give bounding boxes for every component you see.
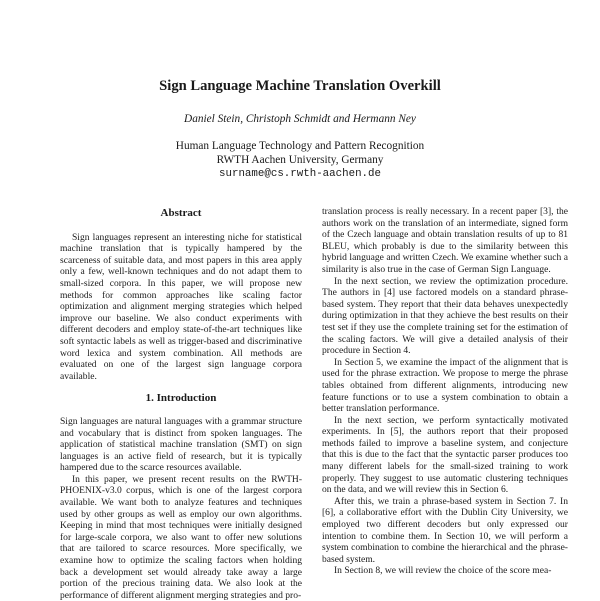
body-paragraph-6: In Section 8, we will review the choice of the score mea- xyxy=(334,565,552,577)
intro-paragraph-2: In this paper, we present recent results on the RWTH-PHOENIX-v3.0 corpus, which is one of the largest corpora available. We want both to analyze features and techniques used by other groups as well as employ our own algorithms. Keeping in mind that most techniques were initially designed for large-scale corpora, we also want to offer new solutions that are tailored to scarce resources. More specifically, we examine how to optimize the scaling factors when holding back a development set would already take away a large portion of the precious training data. We also look at the performance of different alignment merging strategies and pro- xyxy=(60,473,302,601)
intro-paragraph-1: Sign languages are natural languages with a grammar structure and vocabulary that is distinct from spoken languages. The application of statistical machine translation (SMT) on sign languages is an active field of research, but it is typically hampered due to the scarce resources available. xyxy=(60,415,302,474)
body-paragraph-2: In the next section, we review the optimization procedure. The authors in [4] use factored models on a standard phrase-based system. They report that their data behaves unexpectedly during optimization in that they achieve the best results on their test set if they use the complete training set for the estimation of the scaling factors. We will give a detailed analysis of their procedure in Section 4. xyxy=(322,275,568,357)
affiliation-group: Human Language Technology and Pattern Recognition xyxy=(175,140,425,152)
left-column xyxy=(60,206,302,601)
paper-title: Sign Language Machine Translation Overkill xyxy=(159,78,441,94)
body-paragraph-3: In Section 5, we examine the impact of the alignment that is used for the phrase extraction. We propose to merge the phrase tables obtained from different alignments, introducing new feature functions or to use a system combination to obtain a better translation performance. xyxy=(322,356,568,415)
introduction-heading: 1. Introduction xyxy=(145,392,217,405)
body-paragraph-4: In the next section, we perform syntactically motivated experiments. In [5], the authors report that their proposed methods failed to improve a baseline system, and conjecture that this is due to the fact that the syntactic parser produces too many different labels for the small-sized training to work properly. They suggest to use automatic clustering techniques on the data, and we will review this in Section 6. xyxy=(322,414,568,496)
body-paragraph-5: After this, we train a phrase-based system in Section 7. In [6], a collaborative effort with the Dublin City University, we employed two different decoders but only expressed our intention to combine them. In Section 10, we will perform a system combination to combine the hierarchical and the phrase-based system. xyxy=(322,495,568,565)
affiliation-university: RWTH Aachen University, Germany xyxy=(216,154,384,166)
abstract-text: Sign languages represent an interesting niche for statistical machine translation that is typically hampered by the scarceness of suitable data, and most papers in this area apply only a few, well-known techniques and do not adapt them to small-sized corpora. In this paper, we will propose new methods for common approaches like scaling factor optimization and alignment merging strategies which helped improve our baseline. We also conduct experiments with different decoders and employ state-of-the-art techniques like soft syntactic labels as well as trigger-based and discriminative word lexica and system combination. All methods are evaluated on one of the largest sign language corpora available. xyxy=(60,231,302,382)
right-column xyxy=(322,206,568,577)
author-email: surname@cs.rwth-aachen.de xyxy=(219,168,381,180)
abstract-heading: Abstract xyxy=(160,207,202,219)
author-list: Daniel Stein, Christoph Schmidt and Hermann Ney xyxy=(184,113,416,125)
body-paragraph-1: translation process is really necessary. In a recent paper [3], the authors work on the translation of an intermediate, signed form of the Czech language and obtain translation results of up to 81 BLEU, which probably is due to the similarity between this hybrid language and written Czech. We examine whether such a similarity is also true in the case of German Sign Language. xyxy=(322,206,568,275)
